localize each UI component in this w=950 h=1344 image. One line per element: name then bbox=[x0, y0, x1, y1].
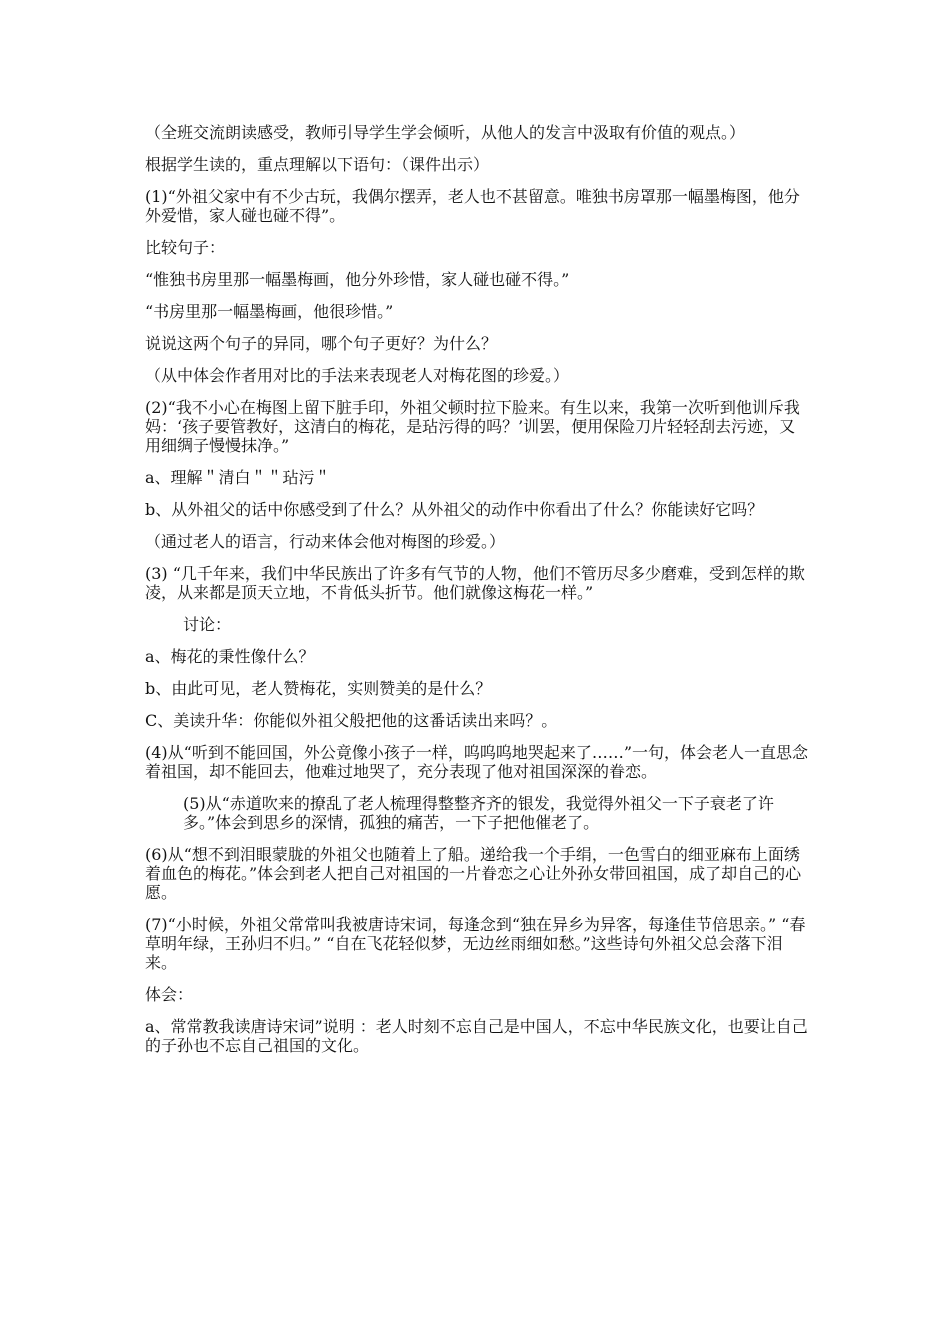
paragraph-reflect-a: a、常常教我读唐诗宋词”说明 ：老人时刻不忘自己是中国人，不忘中华民族文化，也要让自己的子孙也不忘自己祖国的文化。 bbox=[145, 1017, 808, 1055]
paragraph-sentence-7: (7)“小时候，外祖父常常叫我被唐诗宋词，每逢念到“独在异乡为异客，每逢佳节倍思亲。” “春草明年绿，王孙归不归。” “自在飞花轻似梦，无边丝雨细如愁。”这些诗句外祖父总会落下泪来。 bbox=[145, 915, 806, 972]
paragraph-sentence-5: (5)从“赤道吹来的撩乱了老人梳理得整整齐齐的银发，我觉得外祖父一下子衰老了许多。”体会到思乡的深情，孤独的痛苦，一下子把他催老了。 bbox=[183, 794, 774, 832]
paragraph-discussion-b: b、由此可见，老人赞梅花，实则赞美的是什么？ bbox=[145, 679, 492, 698]
paragraph-compare-heading: 比较句子： bbox=[145, 238, 226, 257]
paragraph-item-b-feel: b、从外祖父的话中你感受到了什么？从外祖父的动作中你看出了什么？你能读好它吗？ bbox=[145, 500, 764, 519]
paragraph-sentence-2: (2)“我不小心在梅图上留下脏手印，外祖父顿时拉下脸来。有生以来，我第一次听到他训斥我妈：‘孩子要管教好，这清白的梅花，是玷污得的吗？’训罢，便用保险刀片轻轻刮去污迹，又用细绸子慢慢抹净。” bbox=[145, 398, 800, 455]
paragraph-compare-question: 说说这两个句子的异同，哪个句子更好？为什么？ bbox=[145, 334, 498, 353]
paragraph-sentence-4: (4)从“听到不能回国，外公竟像小孩子一样，呜呜呜地哭起来了……”一句，体会老人一直思念着祖国，却不能回去，他难过地哭了，充分表现了他对祖国深深的眷恋。 bbox=[145, 743, 809, 781]
paragraph-sentence-1: (1)“外祖父家中有不少古玩，我偶尔摆弄，老人也不甚留意。唯独书房罩那一幅墨梅图，他分外爱惜，家人碰也碰不得”。 bbox=[145, 187, 800, 225]
paragraph-discussion-a: a、梅花的秉性像什么？ bbox=[145, 647, 315, 666]
paragraph-discussion-heading: 讨论： bbox=[183, 615, 232, 634]
paragraph-intro-discussion: （全班交流朗读感受，教师引导学生学会倾听，从他人的发言中汲取有价值的观点。） bbox=[145, 123, 746, 142]
paragraph-item-a-understand: a、理解＂清白＂＂玷污＂ bbox=[145, 468, 331, 487]
paragraph-sentence-3: (3) “几千年来，我们中华民族出了许多有气节的人物，他们不管历尽多少磨难，受到怎样的欺凌，从来都是顶天立地，不肯低头折节。他们就像这梅花一样。” bbox=[145, 564, 805, 602]
paragraph-compare-note: （从中体会作者用对比的手法来表现老人对梅花图的珍爱。） bbox=[145, 366, 570, 385]
paragraph-sentence-6: (6)从“想不到泪眼蒙胧的外祖父也随着上了船。递给我一个手绢，一色雪白的细亚麻布上面绣着血色的梅花。”体会到老人把自己对祖国的一片眷恋之心让外孙女带回祖国，成了却自己的心愿。 bbox=[145, 845, 802, 902]
paragraph-key-sentences: 根据学生读的，重点理解以下语句：（课件出示） bbox=[145, 155, 490, 174]
paragraph-reflect-heading: 体会： bbox=[145, 985, 194, 1004]
paragraph-compare-a: “惟独书房里那一幅墨梅画，他分外珍惜，家人碰也碰不得。” bbox=[145, 270, 570, 289]
paragraph-compare-b: “书房里那一幅墨梅画，他很珍惜。” bbox=[145, 302, 394, 321]
paragraph-discussion-c: C、美读升华：你能似外祖父般把他的这番话读出来吗？。 bbox=[145, 711, 558, 730]
document-body bbox=[145, 123, 811, 1068]
paragraph-sentence-2-note: （通过老人的语言，行动来体会他对梅图的珍爱。） bbox=[145, 532, 506, 551]
